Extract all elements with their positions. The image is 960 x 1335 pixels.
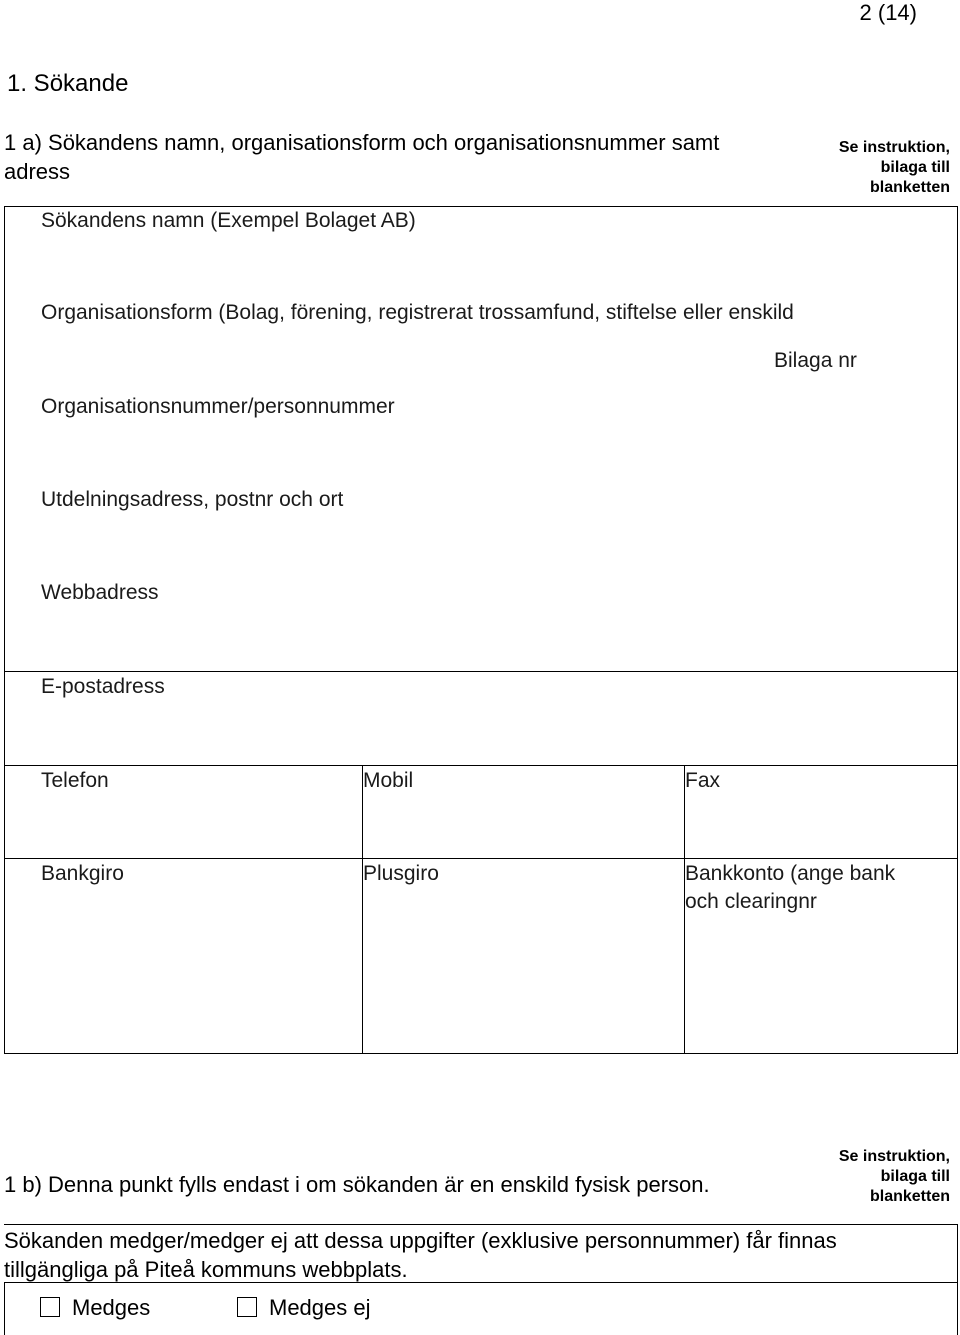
consent-option-medges[interactable]: [40, 1295, 190, 1321]
consent-option-medges-ej[interactable]: [237, 1295, 407, 1321]
bankgiro-field[interactable]: [5, 859, 361, 1052]
bank-account-label-line1: Bankkonto (ange bank: [685, 862, 896, 885]
applicant-name-field[interactable]: [5, 207, 956, 297]
medges-checkbox[interactable]: [40, 1297, 60, 1317]
applicant-name-label: Sökandens namn (Exempel Bolaget AB): [41, 209, 416, 232]
note-line: Se instruktion,: [838, 1148, 950, 1165]
consent-text-line2: tillgängliga på Piteå kommuns webbplats.: [4, 1257, 408, 1282]
mobile-field[interactable]: [363, 766, 683, 857]
consent-inner-left-border: [4, 1282, 5, 1335]
consent-right-border: [957, 1224, 958, 1335]
part-a-heading-line1: 1 a) Sökandens namn, organisationsform och organisationsnummer samt: [4, 130, 720, 155]
note-line: bilaga till: [880, 1168, 950, 1185]
part-b-heading: 1 b) Denna punkt fylls endast i om sökanden är en enskild fysisk person.: [4, 1172, 710, 1197]
bank-account-field[interactable]: [685, 859, 956, 1052]
email-field[interactable]: [5, 672, 956, 764]
medges-ej-label: Medges ej: [269, 1295, 371, 1320]
medges-ej-checkbox[interactable]: [237, 1297, 257, 1317]
note-line: Se instruktion,: [838, 139, 950, 156]
bank-account-label-line2: och clearingnr: [685, 890, 817, 913]
bankgiro-label: Bankgiro: [41, 862, 124, 885]
plusgiro-label: Plusgiro: [363, 862, 439, 885]
form-bottom-border: [4, 1053, 957, 1054]
fax-label: Fax: [685, 769, 721, 792]
attachment-number-label: Bilaga nr: [774, 349, 857, 372]
address-label: Utdelningsadress, postnr och ort: [41, 488, 344, 511]
part-b-instruction-note: [810, 1147, 950, 1207]
phone-label: Telefon: [41, 769, 109, 792]
page-number: 2 (14): [859, 0, 917, 25]
note-line: blanketten: [869, 1188, 950, 1205]
part-a-heading-line2: adress: [4, 159, 71, 184]
consent-top-border: [4, 1224, 957, 1225]
section-title: 1. Sökande: [7, 70, 129, 97]
fax-field[interactable]: [685, 766, 956, 857]
form-right-border: [957, 206, 958, 1054]
medges-label: Medges: [72, 1295, 151, 1320]
organisation-number-label: Organisationsnummer/personnummer: [41, 395, 395, 418]
email-label: E-postadress: [41, 675, 165, 698]
organisation-number-field[interactable]: [5, 392, 956, 480]
note-line: bilaga till: [880, 159, 950, 176]
website-label: Webbadress: [41, 581, 159, 604]
part-a-instruction-note: [810, 138, 950, 198]
plusgiro-field[interactable]: [363, 859, 683, 1052]
mobile-label: Mobil: [363, 769, 414, 792]
organisation-form-label: Organisationsform (Bolag, förening, registrerat trossamfund, stiftelse eller enskild: [41, 301, 794, 324]
address-field[interactable]: [5, 485, 956, 670]
phone-field[interactable]: [5, 766, 361, 857]
note-line: blanketten: [869, 179, 950, 196]
consent-text-line1: Sökanden medger/medger ej att dessa uppgifter (exklusive personnummer) får finnas: [4, 1228, 837, 1253]
